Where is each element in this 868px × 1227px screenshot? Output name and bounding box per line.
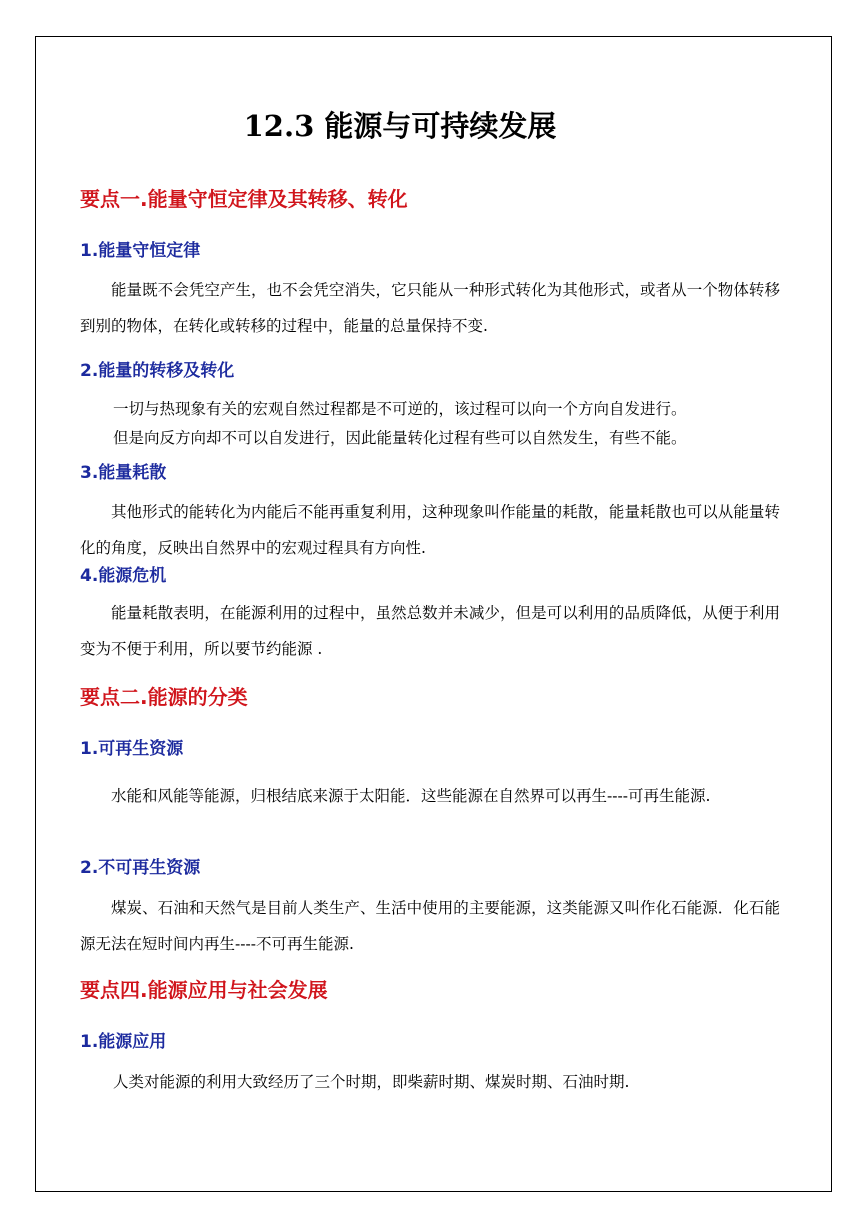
section-heading-energy-conservation: 要点一.能量守恒定律及其转移、转化	[80, 187, 408, 211]
paragraph-conservation-law: 能量既不会凭空产生，也不会凭空消失，它只能从一种形式转化为其他形式，或者从一个物体转移到别的物体，在转化或转移的过程中，能量的总量保持不变.	[80, 281, 780, 335]
subheading-renewable: 1.可再生资源	[80, 739, 184, 759]
subheading-non-renewable: 2.不可再生资源	[80, 858, 201, 878]
subheading-energy-crisis: 4.能源危机	[80, 566, 167, 586]
page-title: 12.3 能源与可持续发展	[243, 109, 557, 143]
section-heading-energy-application: 要点四.能源应用与社会发展	[80, 978, 328, 1002]
paragraph-transfer-line-1: 一切与热现象有关的宏观自然过程都是不可逆的，该过程可以向一个方向自发进行。	[113, 400, 687, 418]
paragraph-transfer-line-2: 但是向反方向却不可以自发进行，因此能量转化过程有些可以自然发生，有些不能。	[113, 429, 687, 447]
paragraph-dissipation: 其他形式的能转化为内能后不能再重复利用，这种现象叫作能量的耗散，能量耗散也可以从能量转化的角度，反映出自然界中的宏观过程具有方向性.	[80, 503, 780, 557]
subheading-energy-use: 1.能源应用	[80, 1032, 167, 1052]
paragraph-energy-crisis: 能量耗散表明，在能源利用的过程中，虽然总数并未减少，但是可以利用的品质降低，从便于利用变为不便于利用，所以要节约能源 .	[80, 604, 780, 658]
paragraph-non-renewable: 煤炭、石油和天然气是目前人类生产、生活中使用的主要能源，这类能源又叫作化石能源．化石能源无法在短时间内再生----不可再生能源.	[80, 899, 780, 953]
subheading-transfer-conversion: 2.能量的转移及转化	[80, 361, 235, 381]
paragraph-energy-use: 人类对能源的利用大致经历了三个时期，即柴薪时期、煤炭时期、石油时期.	[113, 1073, 630, 1091]
subheading-conservation-law: 1.能量守恒定律	[80, 241, 201, 261]
section-heading-energy-classification: 要点二.能源的分类	[80, 685, 248, 709]
subheading-dissipation: 3.能量耗散	[80, 463, 167, 483]
paragraph-renewable: 水能和风能等能源，归根结底来源于太阳能．这些能源在自然界可以再生----可再生能源.	[111, 787, 711, 805]
